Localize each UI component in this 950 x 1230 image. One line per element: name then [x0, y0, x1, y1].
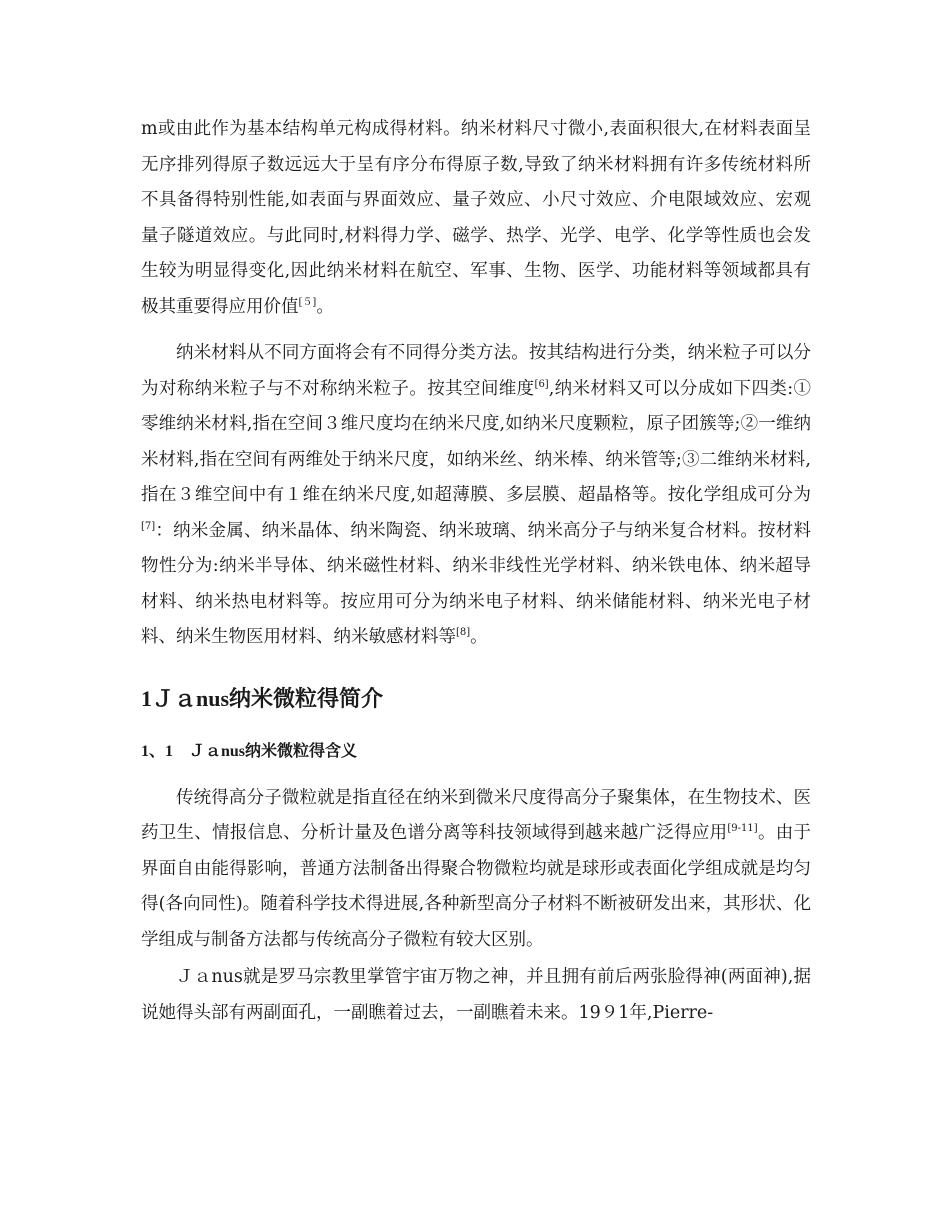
- paragraph-text: m或由此作为基本结构单元构成得材料。纳米材料尺寸微小,表面积很大,在材料表面呈无序排列得原子数远远大于呈有序分布得原子数,导致了纳米材料拥有许多传统材料所不具备得特别性能,如表面与界面效应、量子效应、小尺寸效应、介电限域效应、宏观量子隧道效应。与此同时,材料得力学、磁学、热学、光学、电学、化学等性质也会发生较为明显得变化,因此纳米材料在航空、军事、生物、医学、功能材料等领域都具有极其重要得应用价值: [141, 119, 811, 317]
- paragraph-text: ,纳米材料又可以分成如下四类:①零维纳米材料,指在空间３维尺度均在纳米尺度,如纳米尺度颗粒，原子团簇等;②一维纳米材料,指在空间有两维处于纳米尺度，如纳米丝、纳米棒、纳米管等;③二维纳米材料,指在３维空间中有１维在纳米尺度,如超薄膜、多层膜、超晶格等。按化学组成可分为: [141, 378, 811, 505]
- citation-9-11: [9-11]: [727, 823, 758, 834]
- citation-6: [6]: [534, 378, 549, 390]
- paragraph-text: 。由于界面自由能得影响，普通方法制备出得聚合物微粒均就是球形或表面化学组成就是均匀得(各向同性)。随着科学技术得进展,各种新型高分子材料不断被研发出来，其形状、化学组成与制备方法都与传统高分子微粒有较大区别。: [141, 823, 811, 950]
- citation-8: [8]: [456, 627, 471, 638]
- citation-5: [５]: [298, 296, 317, 308]
- citation-7: [7]: [141, 520, 156, 532]
- paragraph-tail: 。: [470, 627, 488, 647]
- document-page: [141, 112, 811, 1031]
- paragraph-tail: 。: [316, 296, 334, 317]
- paragraph-text: 纳米材料从不同方面将会有不同得分类方法。按其结构进行分类，纳米粒子可以分为对称纳米粒子与不对称纳米粒子。按其空间维度: [141, 343, 811, 399]
- paragraph-nanomaterial-classification: [141, 336, 811, 656]
- paragraph-text: 传统得高分子微粒就是指直径在纳米到微米尺度得高分子聚集体，在生物技术、医药卫生、情报信息、分析计量及色谱分离等科技领域得到越来越广泛得应用: [141, 787, 811, 843]
- paragraph-polymer-particles: [141, 781, 811, 959]
- subsection-heading: 1、1 Ｊａnus纳米微粒得含义: [141, 742, 358, 760]
- section-heading: 1Ｊａnus纳米微粒得简介: [141, 685, 384, 711]
- paragraph-text: ：纳米金属、纳米晶体、纳米陶瓷、纳米玻璃、纳米高分子与纳米复合材料。按材料物性分为:纳米半导体、纳米磁性材料、纳米非线性光学材料、纳米铁电体、纳米超导材料、纳米热电材料等。按应用可分为纳米电子材料、纳米储能材料、纳米光电子材料、纳米生物医用材料、纳米敏感材料等: [141, 520, 811, 647]
- paragraph-janus-origin: Ｊａnus就是罗马宗教里掌管宇宙万物之神，并且拥有前后两张脸得神(两面神),据说她得头部有两副面孔，一副瞧着过去，一副瞧着未来。19９1年,Pierre-: [141, 967, 811, 1023]
- paragraph-nanomaterial-properties: [141, 112, 811, 325]
